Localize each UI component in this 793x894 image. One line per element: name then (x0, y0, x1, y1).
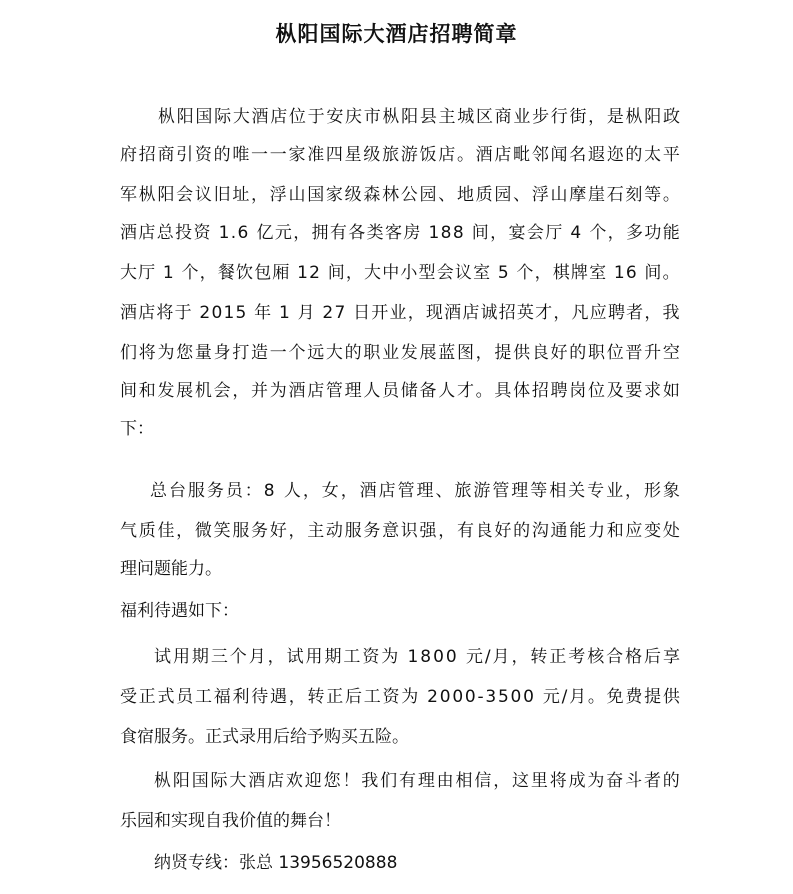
paragraph-intro-line-8: 间 和 发 展 机 会 ， 并 为 酒 店 管 理 人 员 储 备 人 才 。 具 体 招 聘 岗 位 及 要 求 如 (120, 381, 680, 401)
paragraph-intro-line-5: 大 厅 1 个 ， 餐 饮 包 厢 1 2 间 ， 大 中 小 型 会 议 室 5 个 ， 棋 牌 室 1 6 间 。 (120, 263, 680, 283)
paragraph-intro-line-3: 军 枞 阳 会 议 旧 址 ， 浮 山 国 家 级 森 林 公 园 、 地 质 园 、 浮 山 摩 崖 石 刻 等 。 (120, 185, 680, 205)
paragraph-intro-line-9: 下： (120, 419, 154, 439)
paragraph-intro-line-4: 酒 店 总 投 资 1 . 6 亿 元 ， 拥 有 各 类 客 房 1 8 8 间 ， 宴 会 厅 4 个 ， 多 功 能 (120, 223, 680, 243)
paragraph-intro-line-6: 酒 店 将 于 2 0 1 5 年 1 月 2 7 日 开 业 ， 现 酒 店 诚 招 英 才 ， 凡 应 聘 者 ， 我 (120, 303, 680, 323)
document-title: 枞阳国际大酒店招聘简章 (275, 21, 518, 46)
paragraph-intro-line-7: 们 将 为 您 量 身 打 造 一 个 远 大 的 职 业 发 展 蓝 图 ， 提 供 良 好 的 职 位 晋 升 空 (120, 343, 680, 363)
contact-hotline: 纳贤专线：张总 13956520888 (154, 853, 398, 873)
welcome-line-1: 枞 阳 国 际 大 酒 店 欢 迎 您 ！ 我 们 有 理 由 相 信 ， 这 里 将 成 为 奋 斗 者 的 (154, 771, 680, 791)
paragraph-intro-line-1: 枞 阳 国 际 大 酒 店 位 于 安 庆 市 枞 阳 县 主 城 区 商 业 步 行 街 ， 是 枞 阳 政 (158, 107, 680, 127)
paragraph-intro-line-2: 府 招 商 引 资 的 唯 一 一 家 准 四 星 级 旅 游 饭 店 。 酒 店 毗 邻 闻 名 遐 迩 的 太 平 (120, 145, 680, 165)
welcome-line-2: 乐园和实现自我价值的舞台！ (120, 811, 341, 831)
benefits-line-2: 受 正 式 员 工 福 利 待 遇 ， 转 正 后 工 资 为 2 0 0 0 - 3 5 0 0 元 / 月 。 免 费 提 供 (120, 687, 680, 707)
benefits-line-3: 食宿服务。正式录用后给予购买五险。 (120, 727, 409, 747)
position-requirement-line-3: 理问题能力。 (120, 559, 222, 579)
position-requirement-line-1: 总 台 服 务 员 ： 8 人 ， 女 ， 酒 店 管 理 、 旅 游 管 理 等 相 关 专 业 ， 形 象 (150, 481, 680, 501)
position-requirement-line-2: 气 质 佳 ， 微 笑 服 务 好 ， 主 动 服 务 意 识 强 ， 有 良 好 的 沟 通 能 力 和 应 变 处 (120, 521, 680, 541)
benefits-line-1: 试 用 期 三 个 月 ， 试 用 期 工 资 为 1 8 0 0 元 / 月 ， 转 正 考 核 合 格 后 享 (154, 647, 680, 667)
benefits-heading: 福利待遇如下： (120, 601, 239, 621)
